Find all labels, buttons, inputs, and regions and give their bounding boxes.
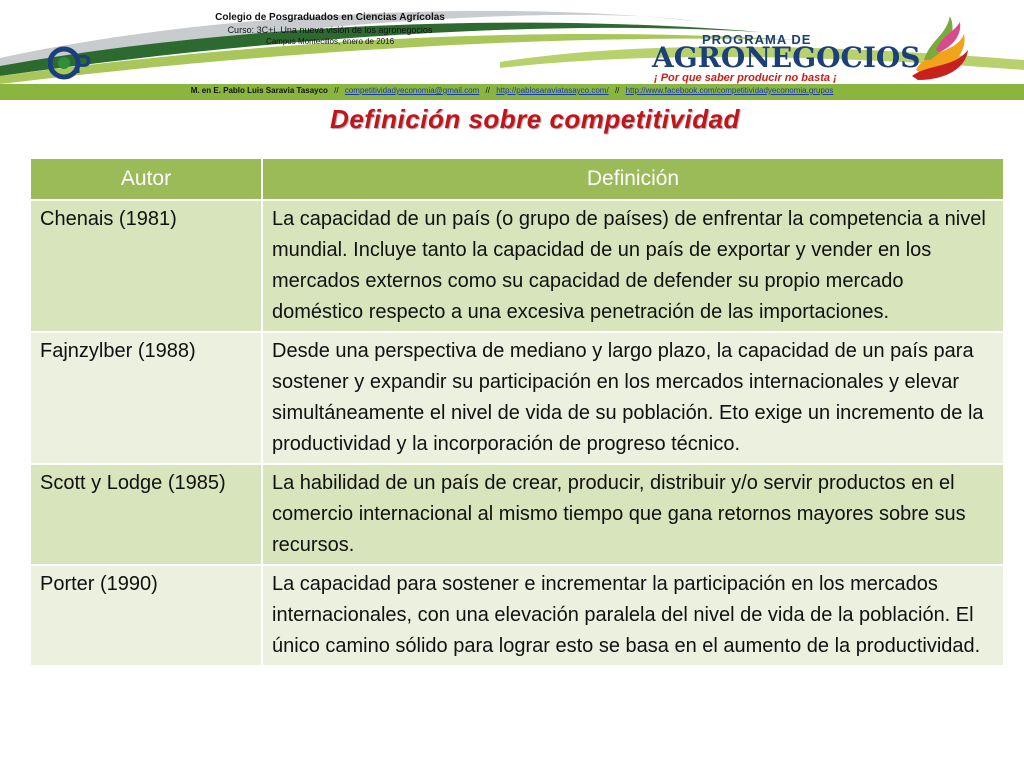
agronegocios-logo (652, 32, 921, 84)
email-link[interactable]: competitividadyeconomia@gmail.com (344, 86, 480, 95)
author-name: M. en E. Pablo Luis Saravia Tasayco (190, 86, 328, 95)
website-link[interactable]: http://pablosaraviatasayco.com/ (496, 86, 609, 95)
separator: // (334, 86, 339, 95)
program-label: PROGRAMA DE (702, 32, 812, 47)
author-cell: Scott y Lodge (1985) (30, 464, 262, 565)
program-slogan: ¡ Por que saber producir no basta ¡ (654, 72, 837, 84)
campus-date: Campus Montecillos, enero de 2016 (265, 37, 395, 46)
table-row (30, 464, 1004, 565)
table-row (30, 200, 1004, 332)
author-cell: Porter (1990) (30, 565, 262, 666)
cp-logo-icon (48, 44, 98, 82)
author-cell: Chenais (1981) (30, 200, 262, 332)
column-header-definition: Definición (262, 158, 1004, 200)
course-name: Curso: 3C+i. Una nueva visión de los agronegocios (227, 25, 433, 35)
slide-header (0, 0, 1024, 84)
flame-logo-icon (906, 10, 976, 82)
definition-cell: La capacidad de un país (o grupo de países) de enfrentar la competencia a nivel mundial. Incluye tanto la capacidad de un país de exportar y vender en los mercados externos como su capacidad de defender su propio mercado doméstico respecto a una excesiva penetración de las importaciones. (262, 200, 1004, 332)
definitions-table (29, 157, 1005, 667)
separator: // (614, 86, 620, 95)
table-row (30, 332, 1004, 464)
program-name-part-a: AGRO (652, 41, 746, 74)
separator: // (485, 86, 490, 95)
facebook-link[interactable]: http://www.facebook.com/competitividadyeconomia.grupos (625, 86, 834, 95)
program-name-part-b: NEGOCIOS (745, 41, 921, 74)
institution-name: Colegio de Posgraduados en Ciencias Agrícolas (215, 12, 445, 23)
definition-cell: La capacidad para sostener e incrementar la participación en los mercados internacionales, con una elevación paralela del nivel de vida de la población. El único camino sólido para lograr esto se basa en el aumento de la productividad. (262, 565, 1004, 666)
author-cell: Fajnzylber (1988) (30, 332, 262, 464)
definition-cell: Desde una perspectiva de mediano y largo plazo, la capacidad de un país para sostener y expandir su participación en los mercados internacionales y elevar simultáneamente el nivel de vida de su población. Eto exige un incremento de la productividad y la incorporación de progreso técnico. (262, 332, 1004, 464)
svg-text:P: P (74, 49, 92, 79)
program-name (652, 41, 921, 74)
definition-cell: La habilidad de un país de crear, producir, distribuir y/o servir productos en el comercio internacional al mismo tiempo que gana retornos mayores sobre sus recursos. (262, 464, 1004, 565)
table-row (30, 565, 1004, 666)
contact-bar (0, 84, 1024, 100)
table-header-row (30, 158, 1004, 200)
slide-title: Definición sobre competitividad (330, 104, 740, 134)
column-header-author: Autor (30, 158, 262, 200)
